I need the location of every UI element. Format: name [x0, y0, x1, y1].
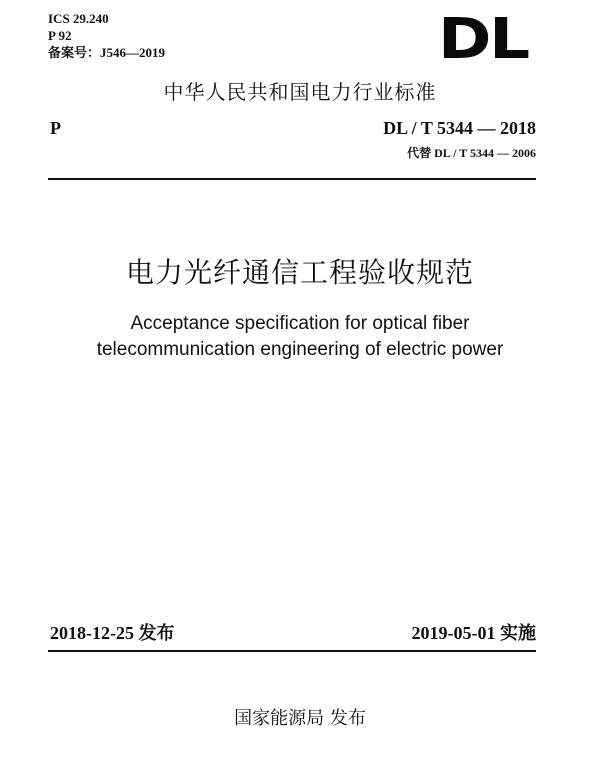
- publish-date: 2018-12-25 发布: [50, 623, 175, 643]
- ics-code: ICS 29.240: [48, 11, 109, 26]
- implement-date: 2019-05-01 实施: [411, 623, 536, 643]
- standard-number: DL / T 5344 — 2018: [383, 118, 536, 138]
- top-divider: [48, 178, 536, 180]
- classification-letter: P: [50, 118, 61, 138]
- issuing-authority: 国家能源局 发布: [234, 708, 366, 729]
- document-title-chinese: 电力光纤通信工程验收规范: [125, 256, 474, 289]
- standard-type: 中华人民共和国电力行业标准: [163, 80, 437, 104]
- replaces-standard: 代替 DL / T 5344 — 2006: [407, 146, 536, 160]
- document-title-english-line1: Acceptance specification for optical fiber: [130, 313, 470, 334]
- record-number: 备案号：J546—2019: [48, 45, 166, 60]
- document-title-english-line2: telecommunication engineering of electric power: [96, 339, 504, 360]
- bottom-divider: [48, 650, 536, 652]
- classification-code: P 92: [48, 28, 72, 43]
- dl-logo: DL: [438, 7, 528, 72]
